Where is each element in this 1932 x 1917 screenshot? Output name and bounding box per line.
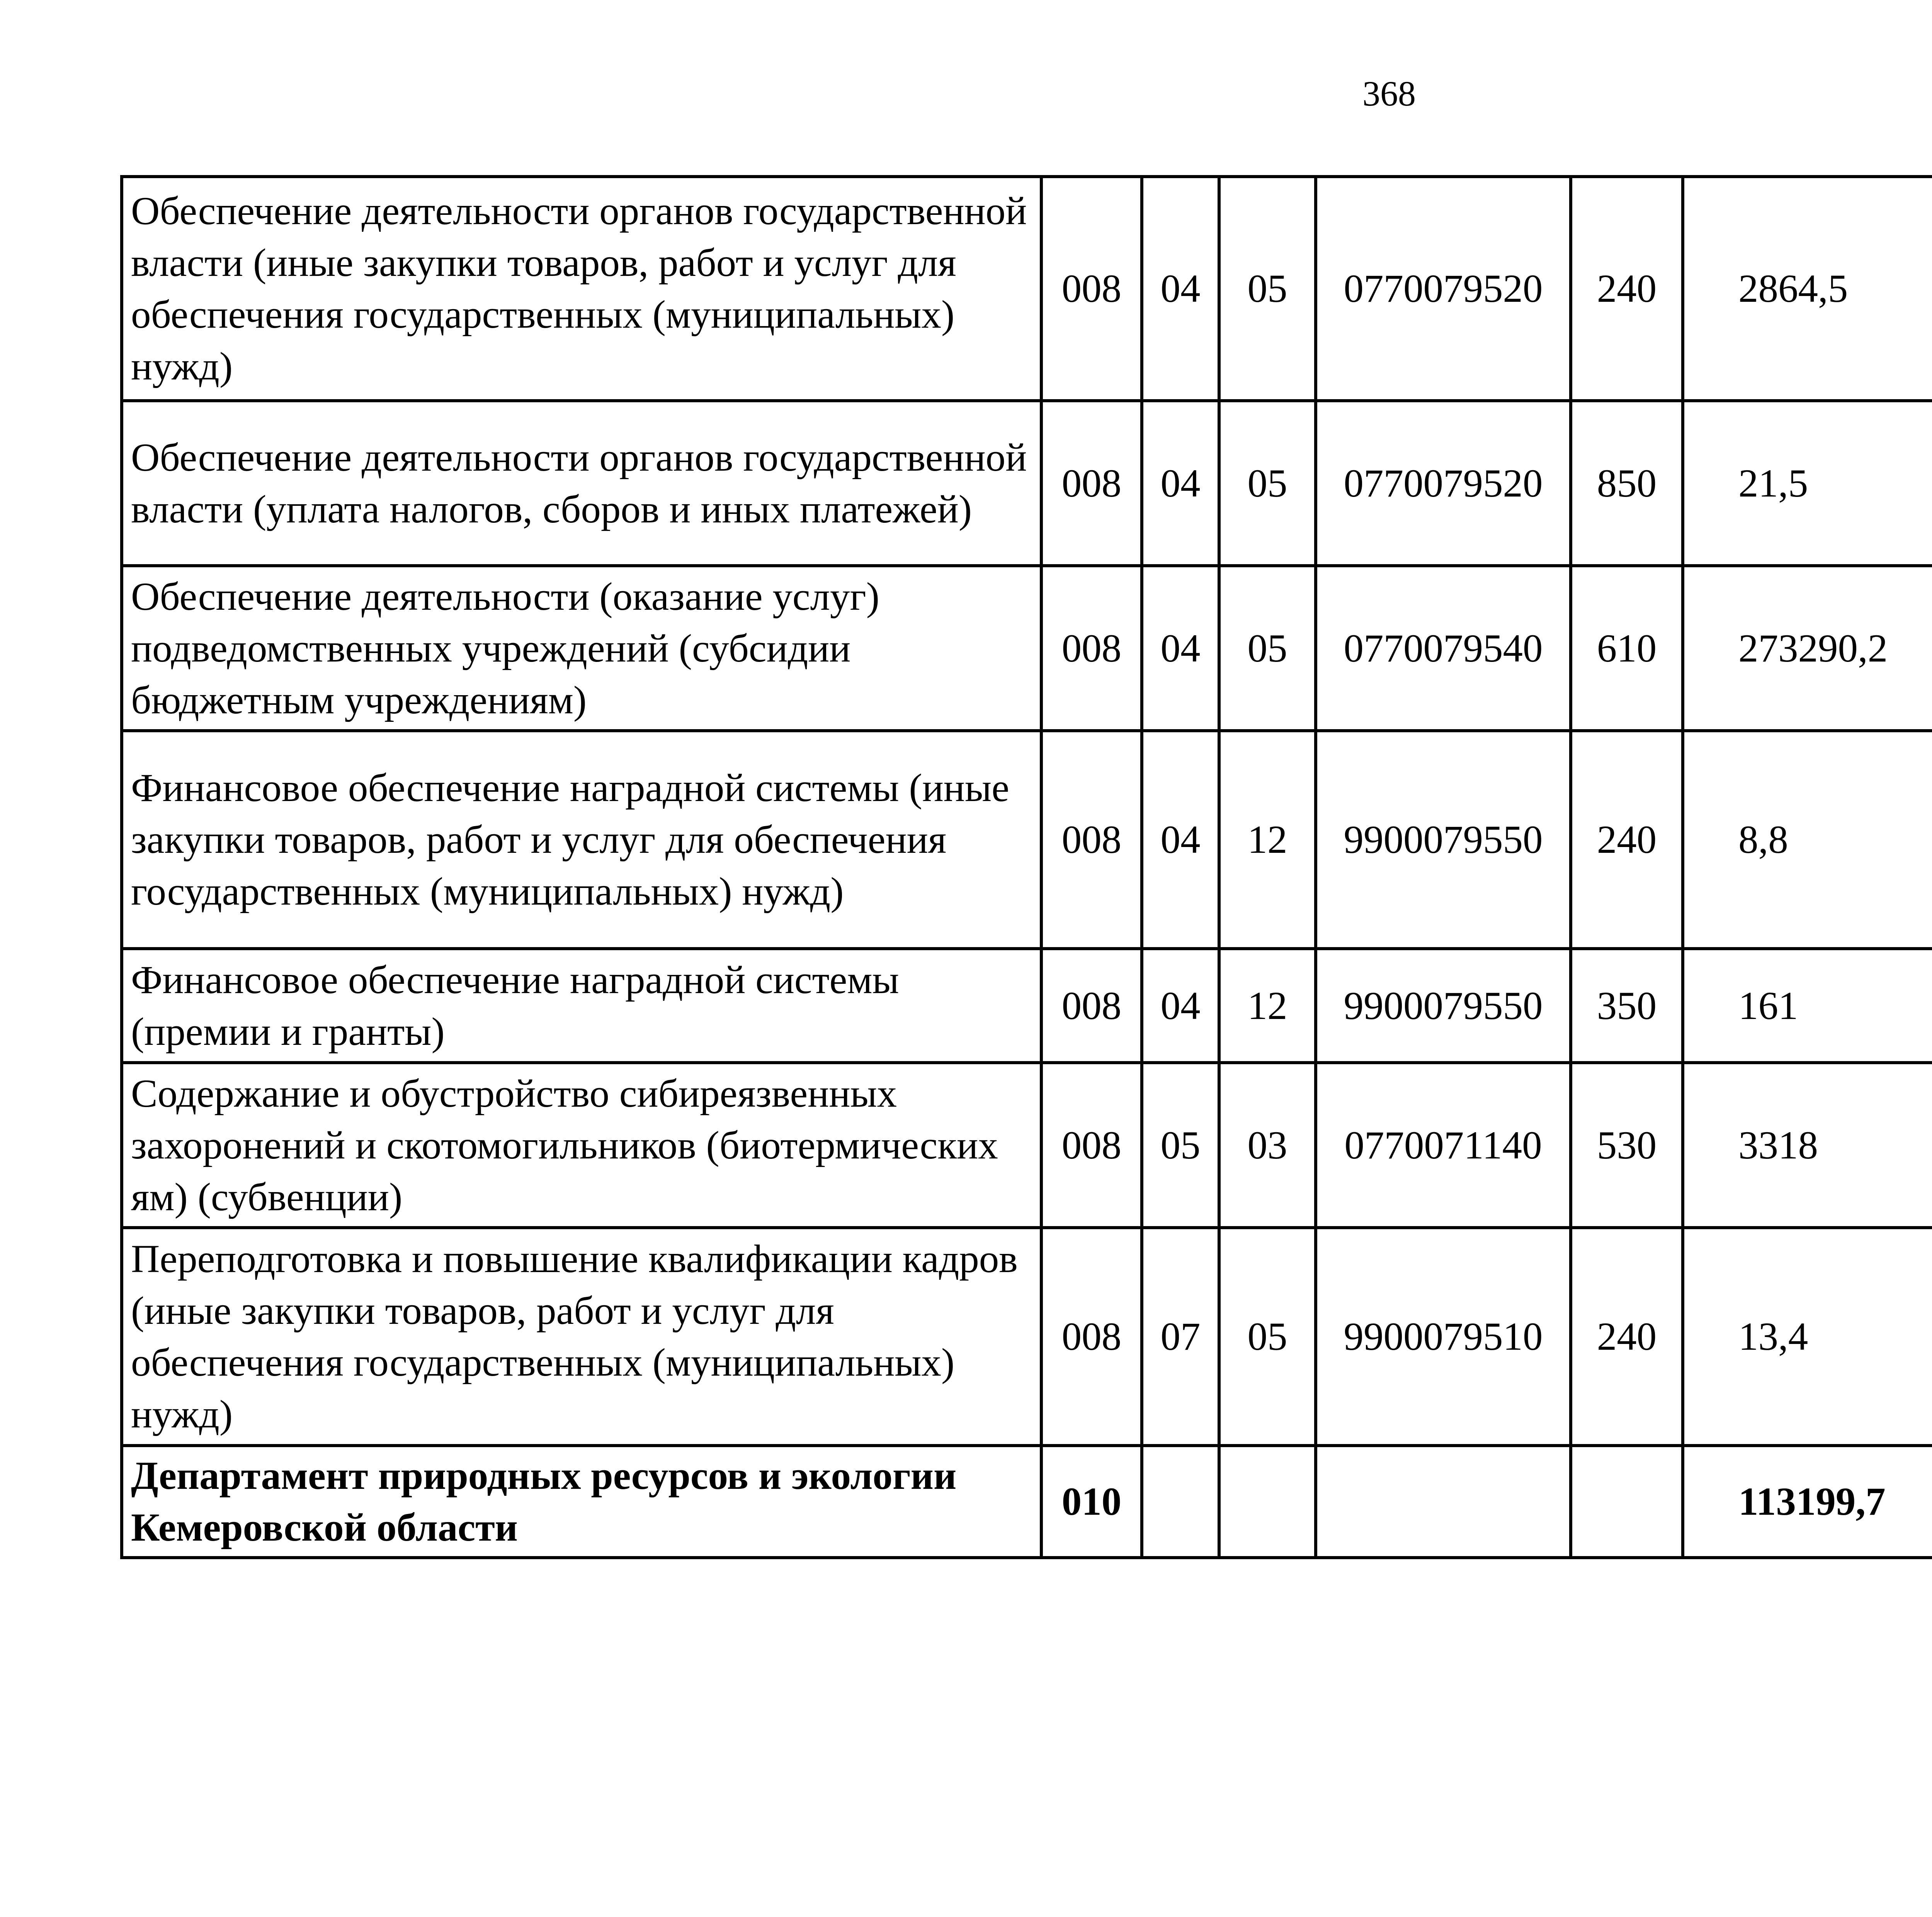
- expense-type-code: 240: [1571, 731, 1683, 949]
- target-article-code: 9900079550: [1316, 731, 1571, 949]
- target-article-code: 0770079520: [1316, 401, 1571, 566]
- expense-type-code: 610: [1571, 566, 1683, 731]
- table-row: [122, 177, 1932, 401]
- table-row: [122, 731, 1932, 949]
- amount-year-1: 273290,2: [1683, 566, 1932, 731]
- expense-type-code: 850: [1571, 401, 1683, 566]
- row-name: Финансовое обеспечение наградной системы (иные закупки товаров, работ и услуг для обеспечения государственных (муниципальных) нужд): [122, 731, 1041, 949]
- target-article-code: 0770071140: [1316, 1063, 1571, 1228]
- expense-type-code: [1571, 1446, 1683, 1558]
- expense-type-code: 240: [1571, 1228, 1683, 1446]
- ved-code: 010: [1041, 1446, 1142, 1558]
- expense-type-code: 530: [1571, 1063, 1683, 1228]
- subsection-code: 03: [1219, 1063, 1316, 1228]
- target-article-code: 0770079520: [1316, 177, 1571, 401]
- page-number: 368: [1362, 74, 1416, 113]
- amount-year-1: 161: [1683, 949, 1932, 1063]
- subsection-code: [1219, 1446, 1316, 1558]
- section-code: [1142, 1446, 1219, 1558]
- subsection-code: 12: [1219, 731, 1316, 949]
- subsection-code: 05: [1219, 566, 1316, 731]
- row-name: Переподготовка и повышение квалификации кадров (иные закупки товаров, работ и услуг для обеспечения государственных (муниципальных) нужд): [122, 1228, 1041, 1446]
- row-name: Обеспечение деятельности (оказание услуг) подведомственных учреждений (субсидии бюджетным учреждениям): [122, 566, 1041, 731]
- row-name: Финансовое обеспечение наградной системы (премии и гранты): [122, 949, 1041, 1063]
- subsection-code: 05: [1219, 177, 1316, 401]
- expense-type-code: 350: [1571, 949, 1683, 1063]
- ved-code: 008: [1041, 177, 1142, 401]
- subsection-code: 12: [1219, 949, 1316, 1063]
- section-code: 04: [1142, 177, 1219, 401]
- amount-year-1: 13,4: [1683, 1228, 1932, 1446]
- table-row: [122, 949, 1932, 1063]
- row-name: Содержание и обустройство сибиреязвенных захоронений и скотомогильников (биотермических ям) (субвенции): [122, 1063, 1041, 1228]
- table-row: [122, 1228, 1932, 1446]
- table-row: [122, 566, 1932, 731]
- section-code: 04: [1142, 401, 1219, 566]
- ved-code: 008: [1041, 1228, 1142, 1446]
- section-code: 04: [1142, 566, 1219, 731]
- table-row: [122, 401, 1932, 566]
- target-article-code: 9900079510: [1316, 1228, 1571, 1446]
- subsection-code: 05: [1219, 401, 1316, 566]
- ved-code: 008: [1041, 949, 1142, 1063]
- section-code: 04: [1142, 731, 1219, 949]
- table-row: [122, 1063, 1932, 1228]
- expense-type-code: 240: [1571, 177, 1683, 401]
- section-code: 07: [1142, 1228, 1219, 1446]
- table-row-total: [122, 1446, 1932, 1558]
- row-name: Департамент природных ресурсов и экологии Кемеровской области: [122, 1446, 1041, 1558]
- row-name: Обеспечение деятельности органов государственной власти (иные закупки товаров, работ и услуг для обеспечения государственных (муниципальных) нужд): [122, 177, 1041, 401]
- ved-code: 008: [1041, 1063, 1142, 1228]
- target-article-code: 0770079540: [1316, 566, 1571, 731]
- amount-year-1: 113199,7: [1683, 1446, 1932, 1558]
- row-name: Обеспечение деятельности органов государственной власти (уплата налогов, сборов и иных платежей): [122, 401, 1041, 566]
- section-code: 04: [1142, 949, 1219, 1063]
- ved-code: 008: [1041, 731, 1142, 949]
- ved-code: 008: [1041, 566, 1142, 731]
- section-code: 05: [1142, 1063, 1219, 1228]
- amount-year-1: 8,8: [1683, 731, 1932, 949]
- amount-year-1: 2864,5: [1683, 177, 1932, 401]
- budget-table: [120, 175, 1932, 1559]
- subsection-code: 05: [1219, 1228, 1316, 1446]
- ved-code: 008: [1041, 401, 1142, 566]
- amount-year-1: 3318: [1683, 1063, 1932, 1228]
- target-article-code: [1316, 1446, 1571, 1558]
- target-article-code: 9900079550: [1316, 949, 1571, 1063]
- amount-year-1: 21,5: [1683, 401, 1932, 566]
